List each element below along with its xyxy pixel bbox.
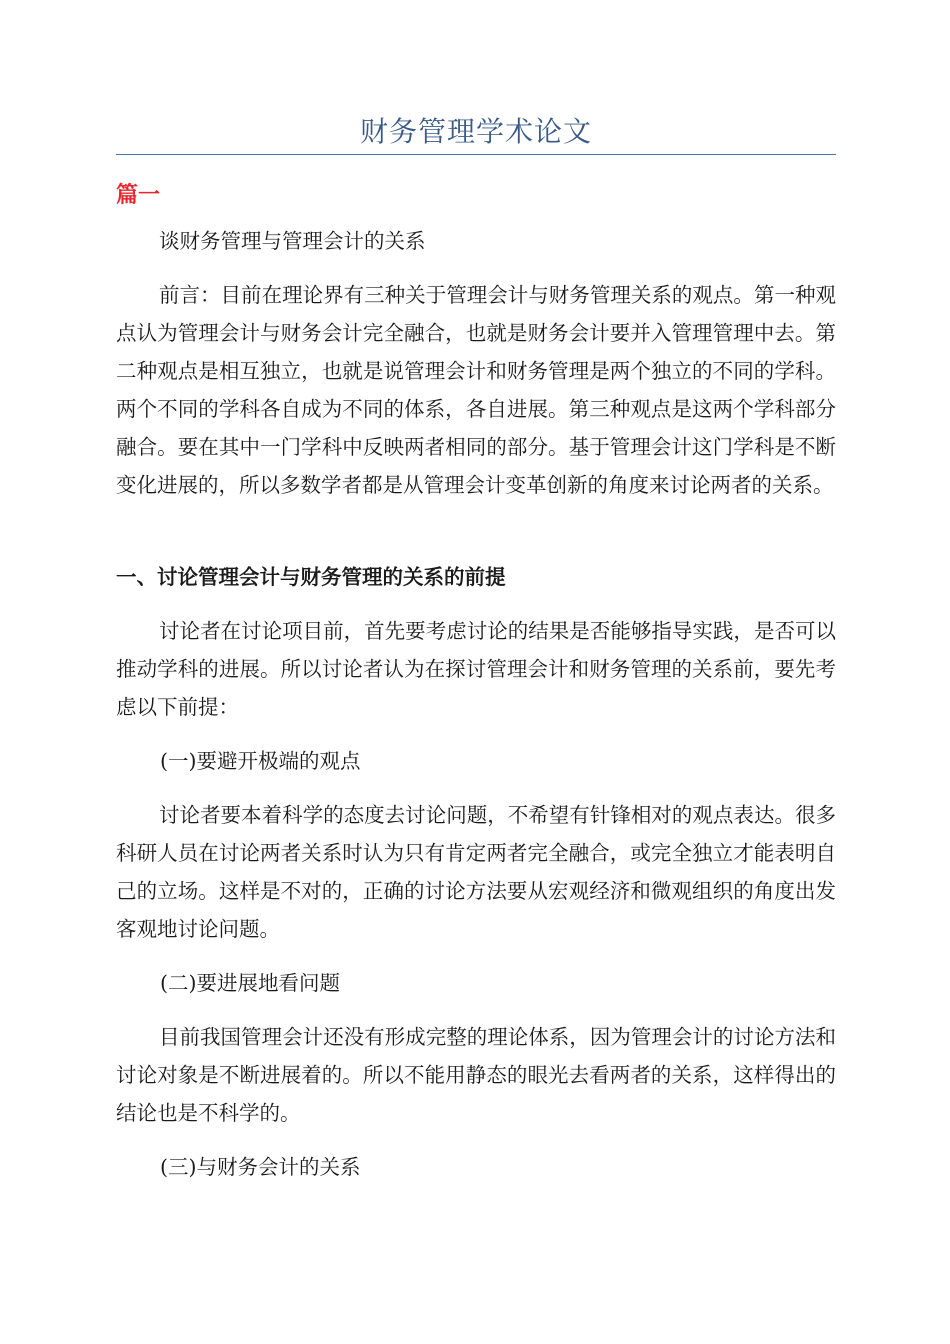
subheading-1: (一)要避开极端的观点 [160, 749, 361, 773]
body-paragraph-3: 目前我国管理会计还没有形成完整的理论体系，因为管理会计的讨论方法和讨论对象是不断进展着的。所以不能用静态的眼光去看两者的关系，这样得出的结论也是不科学的。 [116, 1025, 836, 1125]
subheading-2: (二)要进展地看问题 [160, 971, 340, 995]
section-heading-1: 一、讨论管理会计与财务管理的关系的前提 [116, 565, 506, 589]
title-divider [116, 154, 836, 155]
section-label: 篇一 [116, 182, 161, 208]
article-title: 谈财务管理与管理会计的关系 [159, 229, 426, 253]
body-paragraph-1: 讨论者在讨论项目前，首先要考虑讨论的结果是否能够指导实践，是否可以推动学科的进展。所以讨论者认为在探讨管理会计和财务管理的关系前，要先考虑以下前提： [116, 619, 836, 719]
document-title: 财务管理学术论文 [359, 115, 592, 148]
subheading-3: (三)与财务会计的关系 [160, 1155, 361, 1179]
body-paragraph-2: 讨论者要本着科学的态度去讨论问题，不希望有针锋相对的观点表达。很多科研人员在讨论两者关系时认为只有肯定两者完全融合，或完全独立才能表明自己的立场。这样是不对的，正确的讨论方法要从宏观经济和微观组织的角度出发客观地讨论问题。 [116, 803, 836, 941]
preface-paragraph: 前言：目前在理论界有三种关于管理会计与财务管理关系的观点。第一种观点认为管理会计与财务会计完全融合，也就是财务会计要并入管理管理中去。第二种观点是相互独立，也就是说管理会计和财务管理是两个独立的不同的学科。两个不同的学科各自成为不同的体系，各自进展。第三种观点是这两个学科部分融合。要在其中一门学科中反映两者相同的部分。基于管理会计这门学科是不断变化进展的，所以多数学者都是从管理会计变革创新的角度来讨论两者的关系。 [116, 283, 836, 497]
